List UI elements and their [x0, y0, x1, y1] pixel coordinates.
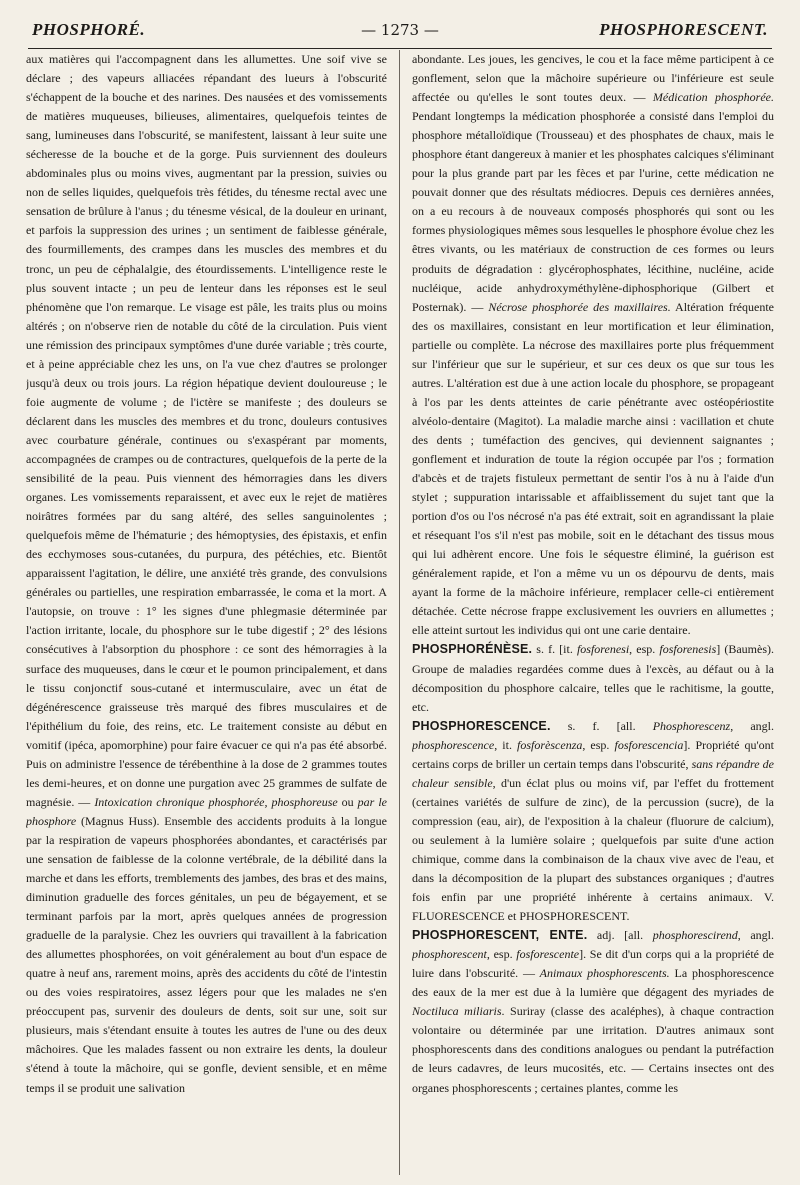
right-column [412, 50, 774, 1179]
right-paragraph-continuation: abondante. Les joues, les gencives, le cou et la face même participent à ce gonflement, selon que la mâchoire supérieure ou l'inférieure est seule affectée ou qu'elles le sont toutes deux. — Médication phosphorée. Pendant longtemps la médication phosphorée a consisté dans l'emploi du phosphore métalloïdique (Trousseau) et des phosphates de chaux, mais le phosphore étant dangereux à manier et les phosphates calciques s'éliminant pour la plus grande part par les fèces et par l'urine, cette médication ne pouvait donner que des résultats médiocres. Depuis ces dernières années, on a eu recours à de nouveaux composés phosphorés qui sont ou les formes physiologiques mêmes sous lesquelles le phosphore évolue chez les êtres vivants, ou les matériaux de construction de ces formes ou leurs produits de dégradation : glycérophosphates, lécithine, nucléine, acide nucléique, acide anhydroxyméthylène-diphosphorique (Gilbert et Posternak). — Nécrose phosphorée des maxillaires. Altération fréquente des os maxillaires, consistant en leur mortification et leur élimination, partielle ou complète. La nécrose des maxillaires porte plus fréquemment sur l'inférieur que sur le supérieur, et sur ces deux os que sur tous les autres. L'altération est due à une action locale du phosphore, se propageant à l'os par les dents atteintes de carie pénétrante avec ostéopériostite alvéolo-dentaire (Magitot). La maladie marche ainsi : vacillation et chute des dents ; tuméfaction des gencives, qui deviennent saignantes ; gonflement et induration de toute la région occupée par l'os ; formation d'abcès et de trajets fistuleux permettant de sentir l'os à nu à l'aide d'un stylet ; suppuration intarissable et affaiblissement du sujet tant que la portion d'os ou l'os nécrosé n'a pas été extrait, soit en agrandissant la plaie et résequant l'os s'il n'est pas mobile, soit en le détachant des tissus mous qui lui adhèrent encore. Une fois le séquestre éliminé, la guérison est généralement rapide, et l'on a même vu un os dépourvu de dents, mais ayant la forme de la mâchoire inférieure, remplacer celle-ci entièrement détachée. Cette nécrose frappe exclusivement les ouvriers en allumettes ; elle atteint surtout les individus qui ont une carie dentaire. [412, 52, 774, 638]
entry-headword: PHOSPHORÉNÈSE. [412, 642, 533, 657]
page-header [28, 14, 772, 49]
left-paragraph: aux matières qui l'accompagnent dans les allumettes. Une soif vive se déclare ; des vapeurs alliacées répandant des lueurs à l'obscurité s'échappent de la bouche et des narines. Des nausées et des vomissements de matières muqueuses, bilieuses, alimentaires, quelquefois teintes de sang, lumineuses dans l'obscurité, se manifestent, laissant à leur suite une sécheresse de la bouche et de la gorge. Puis surviennent des douleurs abdominales plus ou moins vives, augmentant par la pression, suivies ou non de selles liquides, quelquefois très fétides, du ténesme rectal avec une sensation de brûlure à l'anus ; du ténesme vésical, de la douleur en urinant, et parfois la suppression des urines ; un sentiment de faiblesse générale, des fourmillements, des crampes dans les muscles des membres et du tronc, un peu de céphalalgie, des étourdissements. L'intelligence reste le plus souvent intacte ; un peu de lenteur dans les réponses est le seul phénomène que l'on remarque. Le visage est pâle, les traits plus ou moins altérés ; on n'observe rien de notable du côté de la circulation. Puis vient une rémission des principaux symptômes d'une durée variable ; très courte, et à peine appréciable chez les uns, on l'a vue chez d'autres se prolonger jusqu'à deux ou trois jours. La région hépatique devient douloureuse ; le foie augmente de volume ; de l'ictère se manifeste ; des douleurs se déclarent dans les muscles des membres et du tronc, douleurs contusives avec courbature générale, continues ou s'exaspérant par moments, accompagnées de crampes ou de contractures, quelquefois de la perte de la sensibilité de la peau. Puis viennent des hémorragies dans les divers organes. Les vomissements reparaissent, et avec eux le rejet de matières noirâtres formées par du sang altéré, des selles sanguinolentes ; quelquefois même de l'hématurie ; des hémoptysies, des épistaxis, et enfin des ecchymoses sous-cutanées, du purpura, des pétéchies, etc. Bientôt apparaissent l'agitation, le délire, une anxiété très grande, des convulsions générales ou partielles, une respiration embarrassée, le coma et la mort. A l'autopsie, on trouve : 1° les signes d'une phlegmasie déterminée par l'action irritante, locale, du phosphore sur le tube digestif ; 2° des lésions consécutives à l'absorption du phosphore : ce sont des hémorragies à la surface des muqueuses, dans le cœur et le poumon principalement, et dans le tissu conjonctif sous-cutané et intermusculaire, avec un état de dégénérescence graisseuse très marqué des fibres musculaires et de l'épithélium du foie, des reins, etc. Le traitement consiste au début en vomitif (ipéca, apomorphine) pour faire évacuer ce qui n'a pas été absorbé. Puis on administre l'essence de térébenthine à la dose de 2 grammes toutes les demi-heures, et on donne une purgation avec 25 grammes de sulfate de magnésie. — Intoxication chronique phosphorée, phosphoreuse ou par le phosphore (Magnus Huss). Ensemble des accidents produits à la longue par la respiration de vapeurs phosphorées abondantes, et caractérisés par une sensation de faiblesse de la colonne vertébrale, de la débilité dans la marche et dans les efforts, tremblements des jambes, des bras et des mains, diminution graduelle des forces génitales, un peu de bégayement, et se terminant parfois par la mort, après quelques années de progression graduelle de la paralysie. Chez les ouvriers qui travaillent à la fabrication des allumettes phosphorées, on voit généralement au bout d'un espace de quatre à neuf ans, rarement moins, après des accidents du côté de l'intestin ou des voies respiratoires, assez légers pour que les malades ne s'en préoccupent pas, survenir des douleurs de dents, soit sur une, soit sur plusieurs, mais s'étendant ensuite à toutes les autres de l'une ou des deux mâchoires. Que les malades fassent ou non extraire les dents, la douleur s'étend à toute la mâchoire, qui se gonfle, devient sensible, et en même temps il se produit une salivation [26, 52, 387, 1095]
left-column [26, 50, 387, 1179]
entry-phosphorescent: PHOSPHORESCENT, ENTE. adj. [all. phosphorescirend, angl. phosphorescent, esp. fosforescente]. Se dit d'un corps qui a la propriété de luire dans l'obscurité. — Animaux phosphorescents. La phosphorescence des eaux de la mer est due à la lumière que dégagent des myriades de Noctiluca miliaris. Suriray (classe des acaléphes), à chaque contraction volontaire ou déterminée par une irritation. D'autres animaux sont phosphorescents dans des conditions analogues ou pendant la putréfaction de leurs cadavres, de leurs mucosités, etc. — Certains insectes ont des organes phosphorescents ; certaines plantes, comme les [412, 928, 774, 1095]
header-right-word: PHOSPHORESCENT. [599, 20, 768, 39]
entry-headword: PHOSPHORESCENT, ENTE. [412, 928, 588, 943]
header-left-word: PHOSPHORÉ. [32, 20, 146, 39]
page-number: — 1273 — [361, 21, 439, 39]
entry-headword: PHOSPHORESCENCE. [412, 718, 551, 733]
entry-phosphorenese: PHOSPHORÉNÈSE. s. f. [it. fosforenesi, esp. fosforenesis] (Baumès). Groupe de maladies regardées comme dues à l'excès, au défaut ou à la décomposition du phosphore calcaire, telles que le rachitisme, la goutte, etc. [412, 642, 774, 714]
column-divider [399, 50, 400, 1175]
entry-phosphorescence: PHOSPHORESCENCE. s. f. [all. Phosphorescenz, angl. phosphorescence, it. fosforèscenza, esp. fosforescencia]. Propriété qu'ont certains corps de briller un certain temps dans l'obscurité, sans répandre de chaleur sensible, d'un éclat plus ou moins vif, par l'effet du frottement (certaines variétés de sulfure de zinc), de la percussion (sucre), de la compression (eau, air), de l'exposition à la chaleur (fluorure de calcium), ou seulement à la lumière solaire ; quelquefois par suite d'une action chimique, comme dans la combinaison de la chaux vive avec de l'eau, et dans la décomposition de la plupart des substances organiques ; d'autres fois enfin par une propriété inhérente à certains animaux. V. FLUORESCENCE et PHOSPHORESCENT. [412, 718, 774, 924]
